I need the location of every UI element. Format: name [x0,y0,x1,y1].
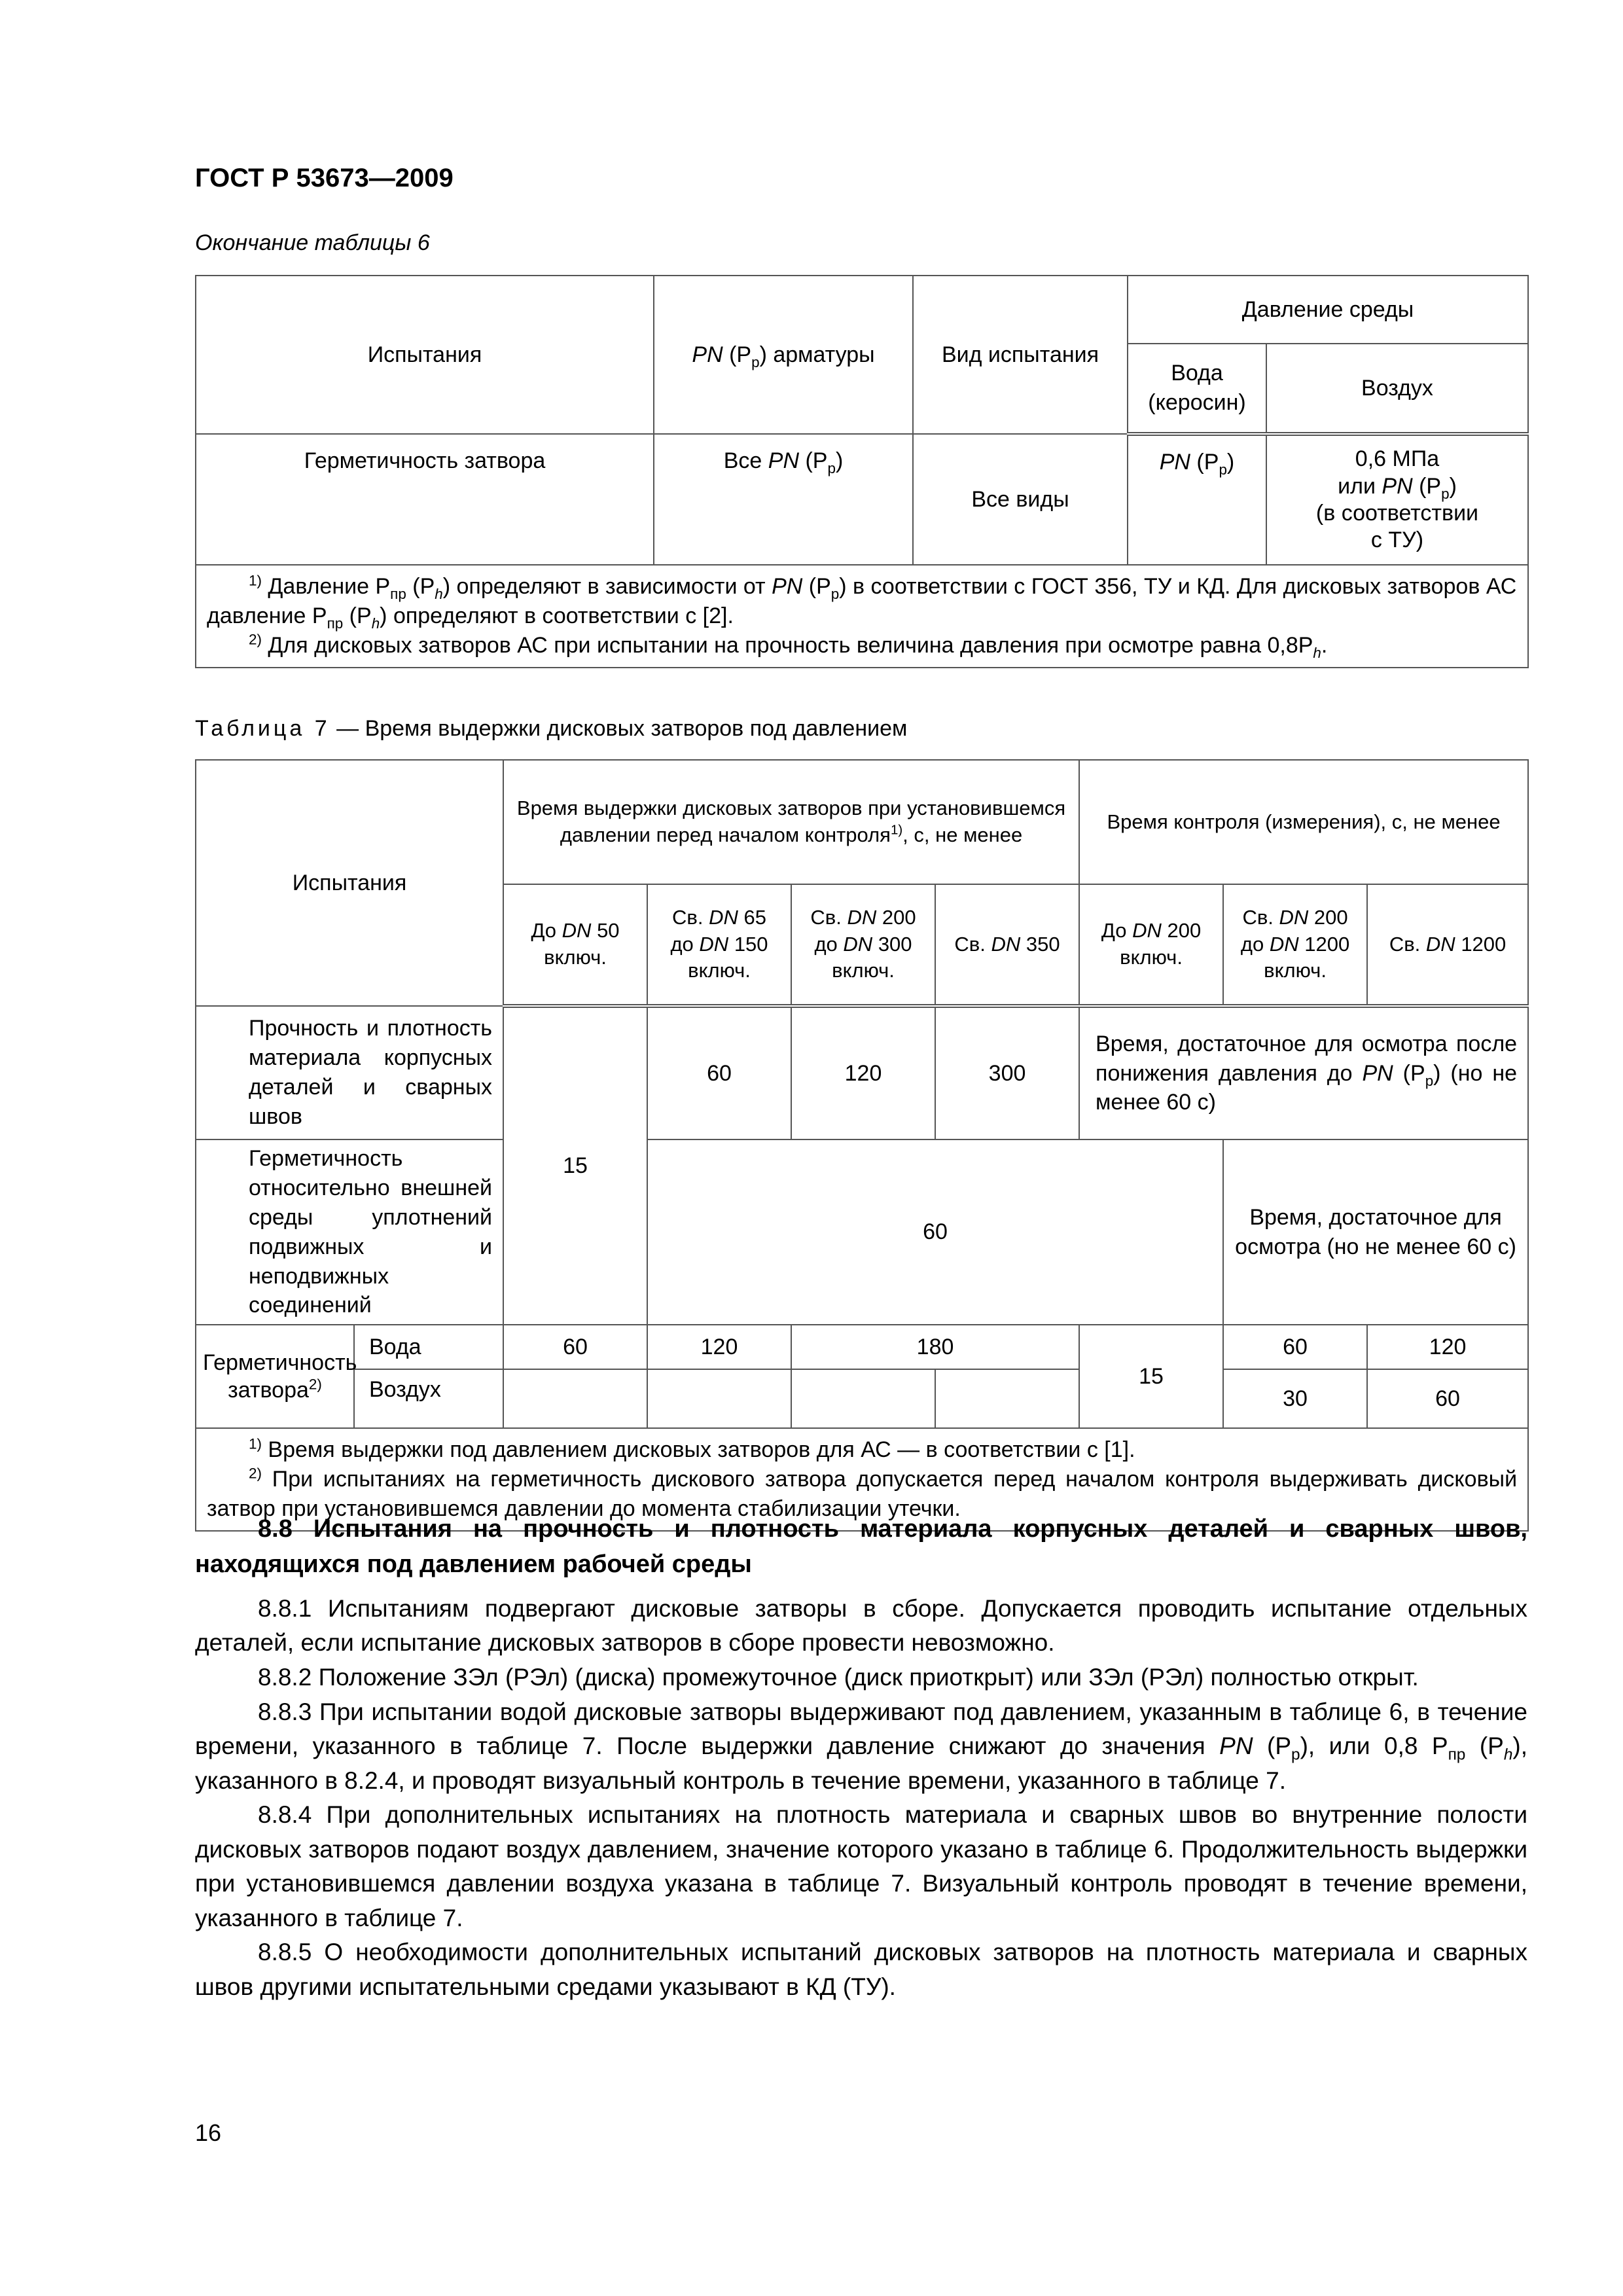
section-8-8 [195,1512,1527,2004]
table7-caption: Таблица 7 — Время выдержки дисковых затворов под давлением [195,716,908,741]
table6-caption: Окончание таблицы 6 [195,230,430,255]
paragraph-8-8-4: 8.8.4 При дополнительных испытаниях на плотность материала и сварных швов во внутренние полости дисковых затворов подают воздух давлением, значение которого указано в таблице 6. Продолжительность выдержки при установившемся давлении воздуха указана в таблице 7. Визуальный контроль проводят в течение времени, указанного в таблице 7. [195,1801,1527,1931]
t6-row-pn: Все PN $(P_р)$ [654,434,913,565]
t7-row1-control: Время, достаточное для осмотра после понижения давления до PN $(P_р)$ (но не менее 60 с) [1079,1006,1528,1139]
t7-row3-water-label: Вода [354,1325,503,1369]
t7-row1-v15: 15 [503,1006,647,1325]
t7-row3-air-v5: 30 [1223,1369,1367,1428]
t7-row3-test: Герметичность затвора$^{2)}$ [196,1325,354,1428]
section-heading: 8.8 Испытания на прочность и плотность материала корпусных деталей и сварных швов, находящихся под давлением рабочей среды [195,1515,1527,1578]
t6-row-water: PN $(P_р)$ [1128,434,1266,565]
paragraph-8-8-2: 8.8.2 Положение ЗЭл (РЭл) (диска) промежуточное (диск приоткрыт) или ЗЭл (РЭл) полностью открыт. [258,1663,1419,1691]
t7-row3-water-v5: 60 [1223,1325,1367,1369]
t7-row3-air-v3 [791,1369,935,1428]
table-7 [195,759,1529,1532]
t7-header-hold: Время выдержки дисковых затворов при установившемся давлении перед началом контроля$^{1)}$, с, не менее [503,760,1079,884]
paragraph-8-8-1: 8.8.1 Испытаниям подвергают дисковые затворы в сборе. Допускается проводить испытание отдельных деталей, если испытание дисковых затворов в сборе провести невозможно. [195,1594,1527,1657]
t6-header-air: Воздух [1266,344,1528,434]
page-number: 16 [195,2119,222,2146]
t7-header-ctrl-dn200-1200: Св. DN 200 до DN 1200 включ. [1223,884,1367,1006]
t7-row3-air-v6: 60 [1367,1369,1528,1428]
paragraph-8-8-3: 8.8.3 При испытании водой дисковые затворы выдерживают под давлением, указанным в таблице 6, в течение времени, указанного в таблице 7. После выдержки давление снижают до значения PN $(P_р)$, или 0,8 $P_{пр}$ $(P_h)$, указанного в 8.2.4, и проводят визуальный контроль в течение времени, указанного в таблице 7. [195,1698,1528,1794]
t7-row3-water-v6: 120 [1367,1325,1528,1369]
t6-row-air: 0,6 МПа или PN $(P_р)$ (в соответствии с ТУ) [1266,434,1528,565]
t7-header-tests: Испытания [196,760,503,1006]
t7-row1-v60: 60 [647,1006,791,1139]
table-6 [195,275,1529,668]
t7-header-ctrl-dn200: До DN 200 включ. [1079,884,1223,1006]
t7-row3-air-label: Воздух [354,1369,503,1428]
t7-row3-air-v4 [935,1369,1079,1428]
t6-header-water: Вода (керосин) [1128,344,1266,434]
t7-row2-control: Время, достаточное для осмотра (но не менее 60 с) [1223,1139,1528,1325]
t7-header-dn65-150: Св. DN 65 до DN 150 включ. [647,884,791,1006]
t7-row3-air-v1 [503,1369,647,1428]
t7-row3-water-v1: 60 [503,1325,647,1369]
t6-row-kind: Все виды [913,434,1128,565]
t7-row3-water-v3: 180 [791,1325,1079,1369]
t7-header-ctrl-over1200: Св. DN 1200 [1367,884,1528,1006]
t7-row1-test: Прочность и плотность материала корпусных деталей и сварных швов [196,1006,503,1139]
t6-header-kind: Вид испытания [913,276,1128,434]
document-code: ГОСТ Р 53673—2009 [195,164,454,192]
paragraph-8-8-5: 8.8.5 О необходимости дополнительных испытаний дисковых затворов на плотность материала и сварных швов другими испытательными средами указывают в КД (ТУ). [195,1939,1527,2000]
t6-header-tests: Испытания [196,276,654,434]
t7-row1-v120: 120 [791,1006,935,1139]
t6-footnotes: $^{1)}$ Давление $P_{пр}$ $(P_h)$ определяют в зависимости от PN $(P_р)$ в соответствии с ГОСТ 356, ТУ и КД. Для дисковых затворов АС давление $P_{пр}$ $(P_h)$ определяют в соответствии с [2]. $^{2)}$ Для дисковых затворов АС при испытании на прочность величина давления при осмотре равна $0,8P_h$. [196,565,1528,668]
t7-row1-v300: 300 [935,1006,1079,1139]
t7-header-dn50: До DN 50 включ. [503,884,647,1006]
t6-row-test: Герметичность затвора [196,434,654,565]
t6-header-pressure: Давление среды [1128,276,1528,344]
t7-header-dn200-300: Св. DN 200 до DN 300 включ. [791,884,935,1006]
t7-row3-control-v1: 15 [1079,1325,1223,1428]
t7-header-control: Время контроля (измерения), с, не менее [1079,760,1528,884]
t7-row2-test: Герметичность относительно внешней среды уплотнений подвижных и неподвижных соединений [196,1139,503,1325]
t6-header-pn: PN $(P_р)$ арматуры [654,276,913,434]
t7-row3-water-v2: 120 [647,1325,791,1369]
t7-row2-v60: 60 [647,1139,1223,1325]
t7-header-dn350: Св. DN 350 [935,884,1079,1006]
t7-footnotes: $^{1)}$ Время выдержки под давлением дисковых затворов для АС — в соответствии с [1]. $^{2)}$ При испытаниях на герметичность дискового затвора допускается перед началом контроля выдерживать дисковый затвор при установившемся давлении до момента стабилизации утечки. [196,1428,1528,1531]
t7-row3-air-v2 [647,1369,791,1428]
